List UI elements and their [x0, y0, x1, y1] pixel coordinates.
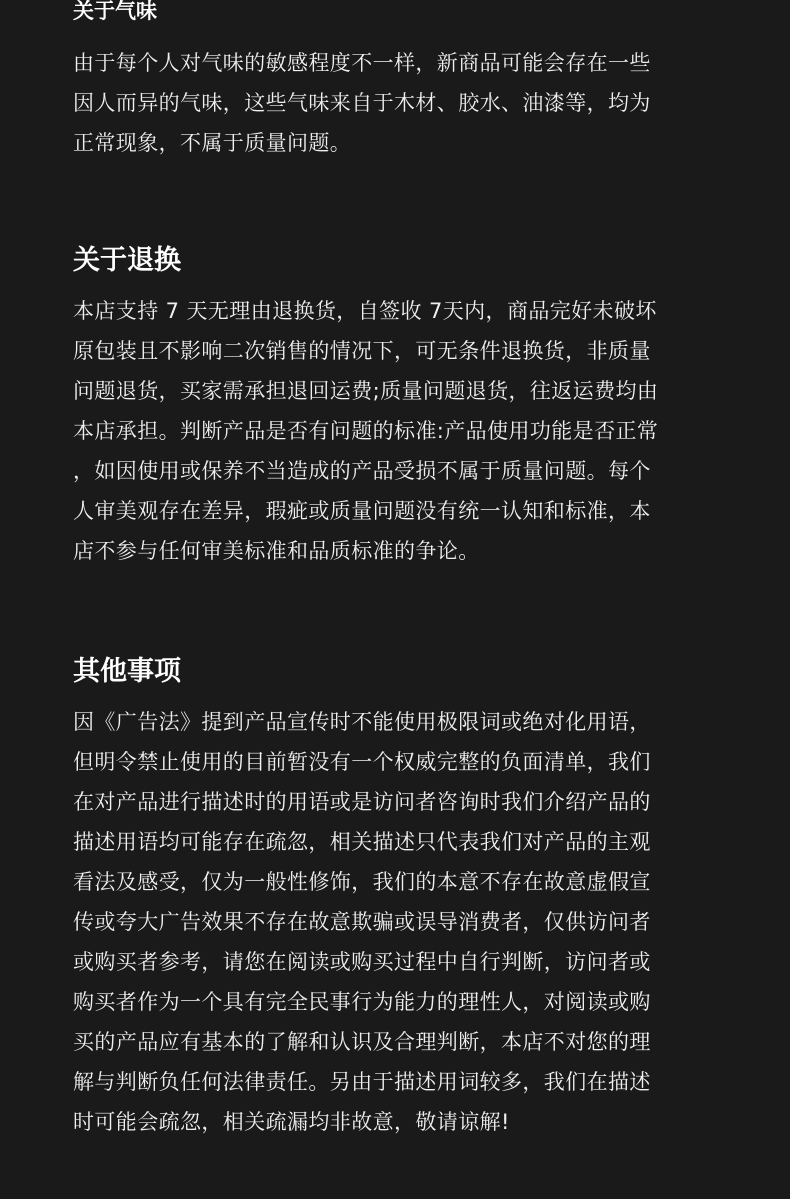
section-title-smell: 关于气味 — [73, 0, 157, 23]
text-line: 但明令禁止使用的目前暂没有一个权威完整的负面清单，我们 — [73, 750, 651, 774]
text-line: 问题退货，买家需承担退回运费;质量问题退货，往返运费均由 — [73, 379, 659, 403]
text-line: 购买者作为一个具有完全民事行为能力的理性人，对阅读或购 — [73, 990, 651, 1014]
section-other — [73, 654, 723, 1142]
section-smell — [73, 0, 723, 163]
text-line: 解与判断负任何法律责任。另由于描述用词较多，我们在描述 — [73, 1070, 651, 1094]
text-line: 在对产品进行描述时的用语或是访问者咨询时我们介绍产品的 — [73, 790, 651, 814]
text-line: 看法及感受，仅为一般性修饰，我们的本意不存在故意虚假宣 — [73, 870, 651, 894]
text-line: 传或夸大广告效果不存在故意欺骗或误导消费者，仅供访问者 — [73, 910, 651, 934]
section-title-other: 其他事项 — [73, 656, 181, 687]
text-line: 店不参与任何审美标准和品质标准的争论。 — [73, 539, 480, 563]
text-line: 本店支持 7 天无理由退换货，自签收 7天内，商品完好未破坏 — [73, 299, 657, 323]
text-line: 本店承担。判断产品是否有问题的标准:产品使用功能是否正常 — [73, 419, 659, 443]
text-line: 因人而异的气味，这些气味来自于木材、胶水、油漆等，均为 — [73, 91, 651, 115]
text-line: 因《广告法》提到产品宣传时不能使用极限词或绝对化用语， — [73, 710, 651, 734]
text-line: 描述用语均可能存在疏忽，相关描述只代表我们对产品的主观 — [73, 830, 651, 854]
text-line: 原包装且不影响二次销售的情况下，可无条件退换货，非质量 — [73, 339, 651, 363]
section-return — [73, 243, 723, 571]
section-body-smell — [73, 43, 723, 163]
text-line: 时可能会疏忽，相关疏漏均非故意，敬请谅解! — [73, 1110, 510, 1134]
section-title-return: 关于退换 — [73, 245, 181, 276]
text-line: ，如因使用或保养不当造成的产品受损不属于质量问题。每个 — [73, 459, 651, 483]
text-line: 正常现象，不属于质量问题。 — [73, 131, 352, 155]
text-line: 人审美观存在差异，瑕疵或质量问题没有统一认知和标准，本 — [73, 499, 651, 523]
text-line: 买的产品应有基本的了解和认识及合理判断，本店不对您的理 — [73, 1030, 651, 1054]
text-line: 由于每个人对气味的敏感程度不一样，新商品可能会存在一些 — [73, 51, 651, 75]
section-body-other — [73, 702, 723, 1142]
text-line: 或购买者参考，请您在阅读或购买过程中自行判断，访问者或 — [73, 950, 651, 974]
section-body-return — [73, 291, 723, 571]
